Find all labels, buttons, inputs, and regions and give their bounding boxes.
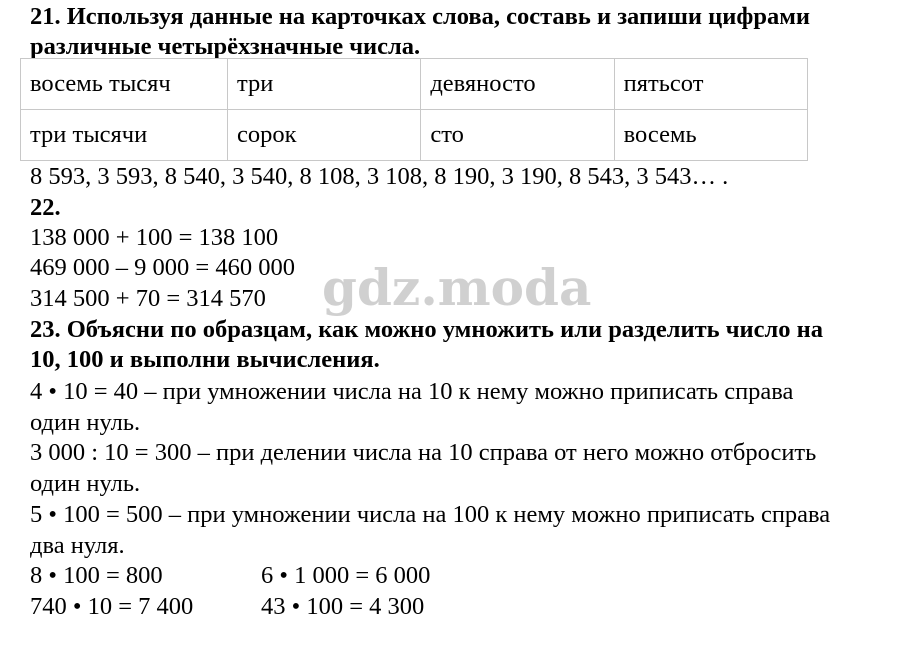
cards-row <box>21 59 808 110</box>
task21-answer: 8 593, 3 593, 8 540, 3 540, 8 108, 3 108, 8 190, 3 190, 8 543, 3 543… . <box>30 163 729 190</box>
task23-rule-2: 3 000 : 10 = 300 – при делении числа на 10 справа от него можно отбросить <box>30 439 817 466</box>
task23-title-line2: 10, 100 и выполни вычисления. <box>30 346 380 373</box>
task22-title: 22. <box>30 194 61 221</box>
task21-title-line1: 21. Используя данные на карточках слова, составь и запиши цифрами <box>30 3 811 30</box>
card: три тысячи <box>21 110 228 161</box>
task22-line-1: 138 000 + 100 = 138 100 <box>30 224 279 251</box>
task22-line-2: 469 000 – 9 000 = 460 000 <box>30 254 295 281</box>
card: три <box>228 59 421 110</box>
card: девяносто <box>421 59 614 110</box>
card: пятьсот <box>614 59 807 110</box>
word-cards-table <box>20 58 808 161</box>
cards-row <box>21 110 808 161</box>
task23-calc-2a: 740 • 10 = 7 400 <box>30 593 194 620</box>
task23-rule-3-cont: два нуля. <box>30 532 125 559</box>
task23-rule-3: 5 • 100 = 500 – при умножении числа на 100 к нему можно приписать справа <box>30 501 831 528</box>
task22-line-3: 314 500 + 70 = 314 570 <box>30 285 266 312</box>
task21-title-line2: различные четырёхзначные числа. <box>30 33 421 60</box>
task23-calc-1a: 8 • 100 = 800 <box>30 562 163 589</box>
watermark-logo: gdz.moda <box>322 258 592 317</box>
task23-rule-1: 4 • 10 = 40 – при умножении числа на 10 к нему можно приписать справа <box>30 378 794 405</box>
task23-calc-2b: 43 • 100 = 4 300 <box>261 593 425 620</box>
task23-calc-1b: 6 • 1 000 = 6 000 <box>261 562 431 589</box>
task23-title-line1: 23. Объясни по образцам, как можно умножить или разделить число на <box>30 316 824 343</box>
card: восемь <box>614 110 807 161</box>
card: сорок <box>228 110 421 161</box>
card: восемь тысяч <box>21 59 228 110</box>
task23-rule-2-cont: один нуль. <box>30 470 141 497</box>
task23-rule-1-cont: один нуль. <box>30 409 141 436</box>
card: сто <box>421 110 614 161</box>
